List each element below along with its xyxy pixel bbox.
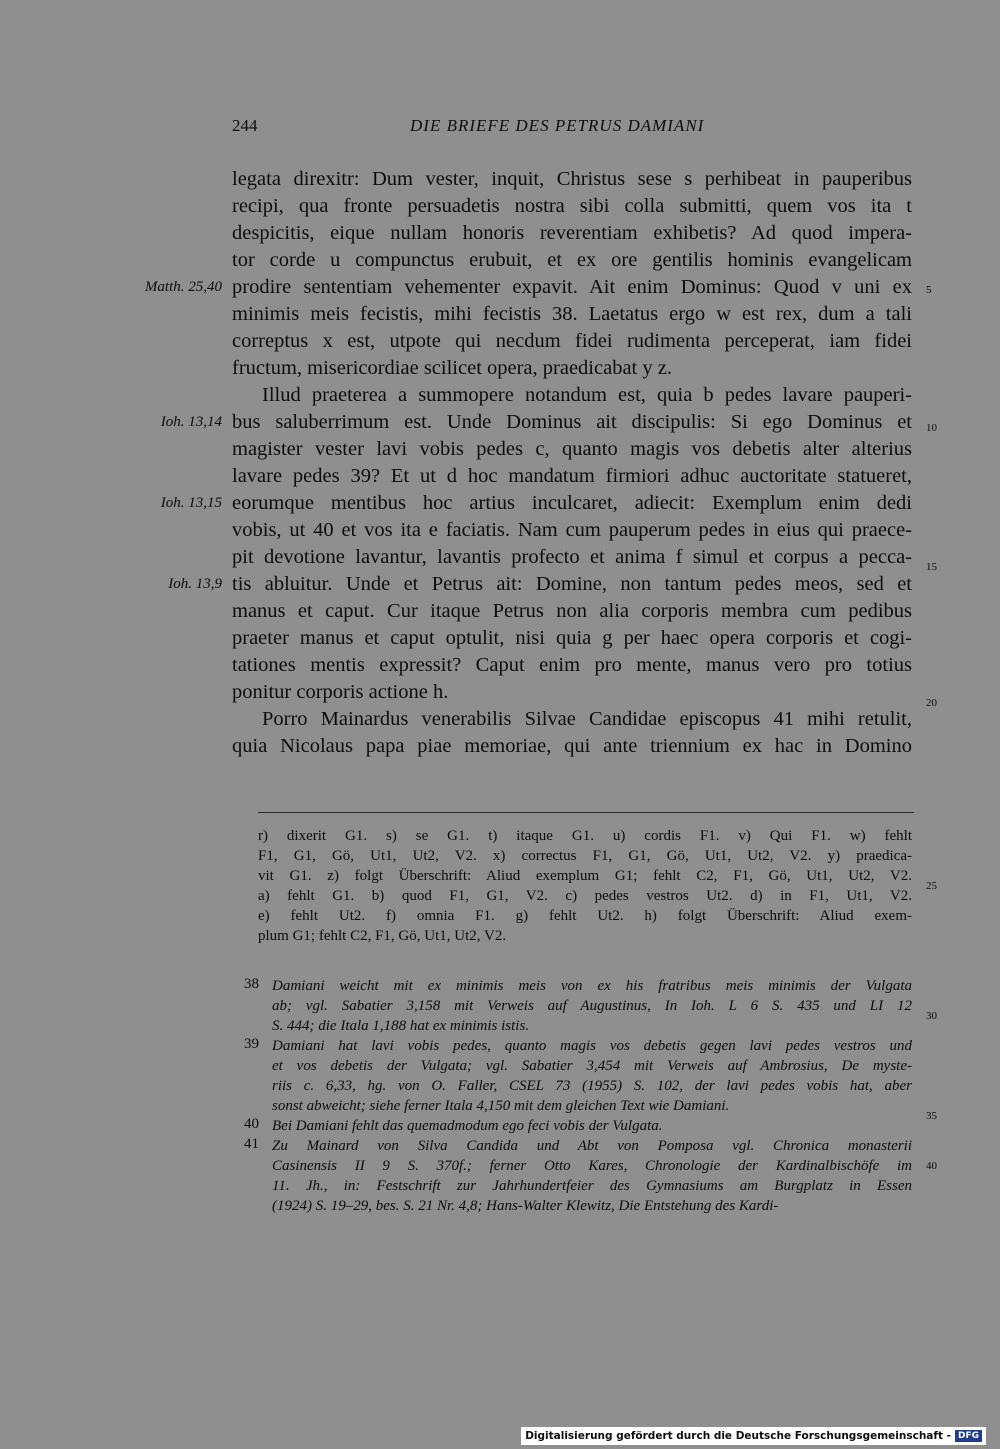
endnote-line: ab; vgl. Sabatier 3,158 mit Verweis auf Augustinus, In Ioh. L 6 S. 435 und LI 12	[272, 998, 912, 1014]
line-number: 30	[926, 1010, 937, 1022]
text-line: tationes mentis expressit? Caput enim pro mente, manus vero pro totius	[232, 654, 912, 676]
endnote-line: riis c. 6,33, hg. von O. Faller, CSEL 73 (1955) S. 102, der lavi pedes vobis hat, aber	[272, 1078, 912, 1094]
text-line: recipi, qua fronte persuadetis nostra sibi colla submitti, quem vos ita t	[232, 195, 912, 217]
text-line: lavare pedes 39? Et ut d hoc mandatum firmiori adhuc auctoritate statueret,	[232, 465, 912, 487]
margin-reference: Matth. 25,40	[144, 279, 222, 295]
endnote-line: (1924) S. 19–29, bes. S. 21 Nr. 4,8; Hans-Walter Klewitz, Die Entstehung des Kardi-	[272, 1198, 779, 1214]
text-line: bus saluberrimum est. Unde Dominus ait discipulis: Si ego Dominus et	[232, 411, 912, 433]
text-line: eorumque mentibus hoc artius inculcaret, adiecit: Exemplum enim dedi	[232, 492, 912, 514]
text-line: vobis, ut 40 et vos ita e faciatis. Nam cum pauperum pedes in eius qui praece-	[232, 519, 912, 541]
endnote-line: Casinensis II 9 S. 370f.; ferner Otto Kares, Chronologie der Kardinalbischöfe im	[272, 1158, 912, 1174]
line-number: 5	[926, 284, 932, 296]
footer-text: Digitalisierung gefördert durch die Deutsche Forschungsgemeinschaft -	[525, 1430, 951, 1442]
text-line: prodire sententiam vehementer expavit. Ait enim Dominus: Quod v uni ex	[232, 276, 912, 298]
line-number: 20	[926, 697, 937, 709]
footnote-rule	[258, 812, 914, 813]
endnote-number: 39	[244, 1036, 259, 1052]
endnote-line: Zu Mainard von Silva Candida und Abt von Pomposa vgl. Chronica monasterii	[272, 1138, 912, 1154]
apparatus-line: r) dixerit G1. s) se G1. t) itaque G1. u) cordis F1. v) Qui F1. w) fehlt	[258, 828, 912, 844]
text-line: pit devotione lavantur, lavantis profecto et anima f simul et corpus a pecca-	[232, 546, 912, 568]
text-line: Porro Mainardus venerabilis Silvae Candidae episcopus 41 mihi retulit,	[262, 708, 912, 730]
endnote-line: S. 444; die Itala 1,188 hat ex minimis istis.	[272, 1018, 530, 1034]
line-number: 25	[926, 880, 937, 892]
line-number: 40	[926, 1160, 937, 1172]
endnote-line: Damiani hat lavi vobis pedes, quanto magis vos debetis gegen lavi pedes vestros und	[272, 1038, 912, 1054]
margin-reference: Ioh. 13,9	[168, 576, 222, 592]
text-line: correptus x est, utpote qui necdum fidei rudimenta perceperat, iam fidei	[232, 330, 912, 352]
line-number: 15	[926, 561, 937, 573]
text-line: minimis meis fecistis, mihi fecistis 38. Laetatus ergo w est rex, dum a tali	[232, 303, 912, 325]
endnote-number: 38	[244, 976, 259, 992]
apparatus-line: plum G1; fehlt C2, F1, Gö, Ut1, Ut2, V2.	[258, 928, 507, 944]
line-number: 35	[926, 1110, 937, 1122]
endnote-line: Damiani weicht mit ex minimis meis von ex his fratribus meis minimis der Vulgata	[272, 978, 912, 994]
text-line: magister vester lavi vobis pedes c, quanto magis vos debetis alter alterius	[232, 438, 912, 460]
text-line: fructum, misericordiae scilicet opera, praedicabat y z.	[232, 357, 672, 379]
margin-reference: Ioh. 13,15	[160, 495, 222, 511]
text-line: legata direxitr: Dum vester, inquit, Christus sese s perhibeat in pauperibus	[232, 168, 912, 190]
text-line: tor corde u compunctus erubuit, et ex ore gentilis hominis evangelicam	[232, 249, 912, 271]
text-line: manus et caput. Cur itaque Petrus non alia corporis membra cum pedibus	[232, 600, 912, 622]
text-line: quia Nicolaus papa piae memoriae, qui ante triennium ex hac in Domino	[232, 735, 912, 757]
endnote-line: sonst abweicht; siehe ferner Itala 4,150 mit dem gleichen Text wie Damiani.	[272, 1098, 730, 1114]
endnote-number: 41	[244, 1136, 259, 1152]
page-number: 244	[232, 116, 258, 135]
running-title: DIE BRIEFE DES PETRUS DAMIANI	[410, 116, 705, 135]
text-line: tis abluitur. Unde et Petrus ait: Domine, non tantum pedes meos, sed et	[232, 573, 912, 595]
text-line: praeter manus et caput optulit, nisi quia g per haec opera corporis et cogi-	[232, 627, 912, 649]
endnote-line: Bei Damiani fehlt das quemadmodum ego feci vobis der Vulgata.	[272, 1118, 663, 1134]
dfg-logo-icon: DFG	[955, 1430, 982, 1442]
line-number: 10	[926, 422, 937, 434]
apparatus-line: a) fehlt G1. b) quod F1, G1, V2. c) pedes vestros Ut2. d) in F1, Ut1, V2.	[258, 888, 912, 904]
text-line: Illud praeterea a summopere notandum est, quia b pedes lavare pauperi-	[262, 384, 912, 406]
dfg-footer	[521, 1427, 986, 1445]
text-line: despicitis, eique nullam honoris reverentiam exhibetis? Ad quod impera-	[232, 222, 912, 244]
apparatus-line: vit G1. z) folgt Überschrift: Aliud exemplum G1; fehlt C2, F1, Gö, Ut1, Ut2, V2.	[258, 868, 912, 884]
apparatus-line: e) fehlt Ut2. f) omnia F1. g) fehlt Ut2. h) folgt Überschrift: Aliud exem-	[258, 908, 912, 924]
endnote-line: et vos debetis der Vulgata; vgl. Sabatier 3,454 mit Verweis auf Ambrosius, De myste-	[272, 1058, 912, 1074]
apparatus-line: F1, G1, Gö, Ut1, Ut2, V2. x) correctus F1, G1, Gö, Ut1, Ut2, V2. y) praedica-	[258, 848, 912, 864]
endnote-line: 11. Jh., in: Festschrift zur Jahrhundertfeier des Gymnasiums am Burgplatz in Essen	[272, 1178, 912, 1194]
text-line: ponitur corporis actione h.	[232, 681, 449, 703]
margin-reference: Ioh. 13,14	[160, 414, 222, 430]
endnote-number: 40	[244, 1116, 259, 1132]
